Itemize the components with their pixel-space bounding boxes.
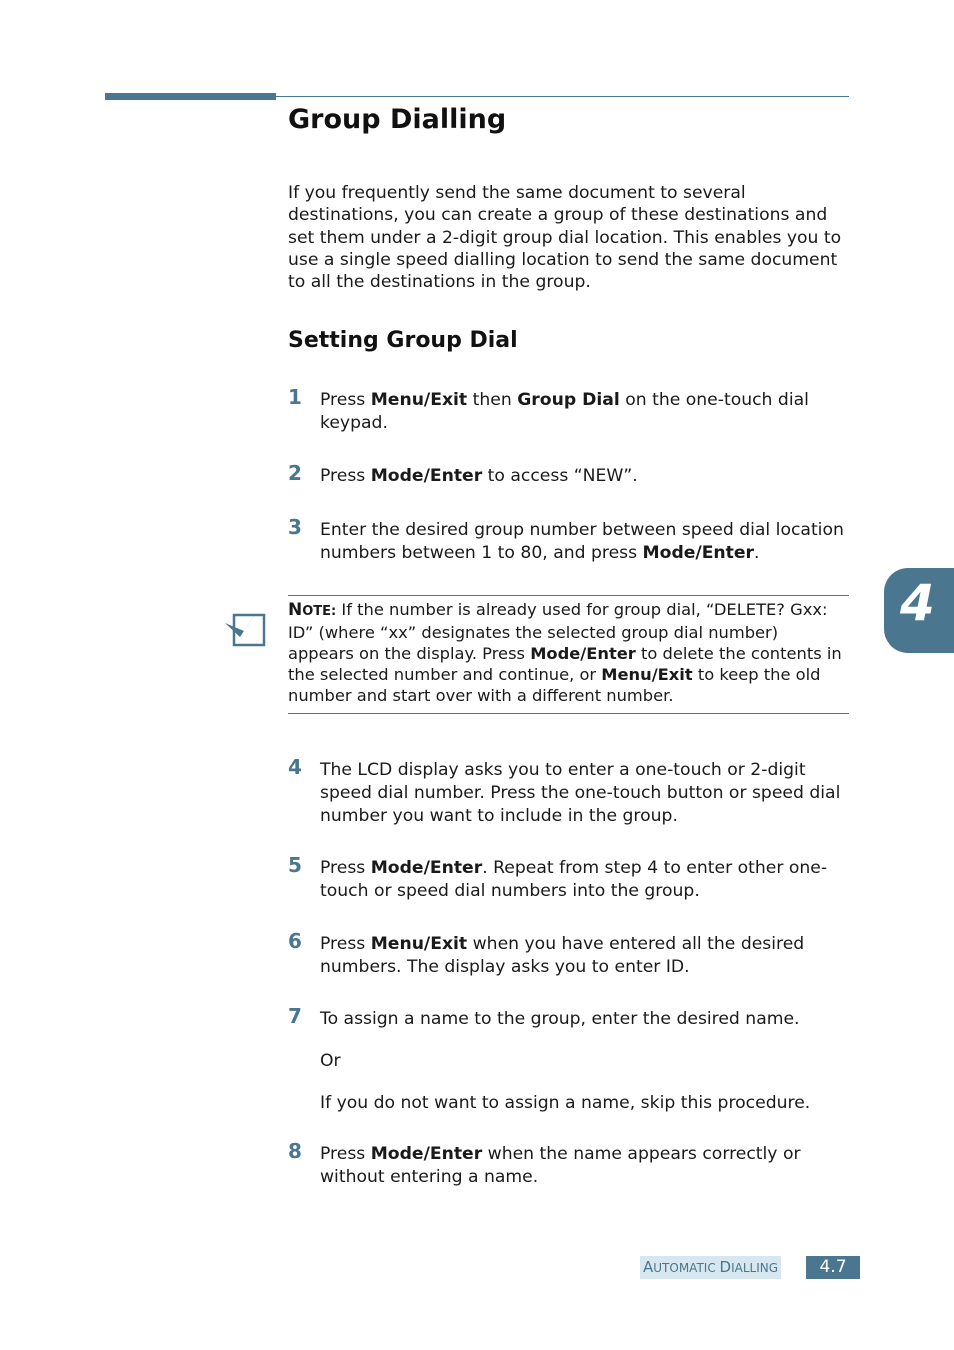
footer-section-label <box>640 1256 781 1279</box>
step-number: 4 <box>288 755 302 779</box>
note-rule-top <box>288 595 849 596</box>
step-text <box>320 933 858 979</box>
header-rule-thin <box>276 96 849 97</box>
key-name: Group Dial <box>517 390 620 410</box>
text-run: Press <box>320 466 371 486</box>
step-number: 5 <box>288 853 302 877</box>
step-text <box>320 759 858 828</box>
text-run: when you have entered all the desired numbers. The display asks you to enter ID. <box>320 934 805 977</box>
key-name: Mode/Enter <box>530 644 636 663</box>
text-run: . Repeat from step 4 to enter other one-touch or speed dial numbers into the group. <box>320 858 828 901</box>
step-number: 7 <box>288 1004 302 1028</box>
text-run: To assign a name to the group, enter the desired name. <box>320 1009 800 1029</box>
step-text <box>320 857 858 903</box>
key-name: Mode/Enter <box>370 1144 483 1164</box>
text-run: to delete the contents in the selected number and continue, or <box>288 644 842 684</box>
page-title: Group Dialling <box>288 104 507 135</box>
step-text <box>320 1008 858 1031</box>
text-run: Press <box>320 390 371 410</box>
note-rule-bottom <box>288 713 849 714</box>
text-run: when the name appears correctly or without entering a name. <box>320 1144 801 1187</box>
text-run: on the one-touch dial keypad. <box>320 390 809 433</box>
note-label <box>288 600 336 619</box>
step-alternative: If you do not want to assign a name, skip this procedure. <box>320 1093 811 1113</box>
chapter-tab <box>884 568 954 653</box>
text-run: Press <box>320 934 371 954</box>
text-run: IALLING <box>731 1261 779 1275</box>
step-or: Or <box>320 1051 341 1071</box>
key-name: Mode/Enter <box>370 466 483 486</box>
text-run: . <box>754 543 760 563</box>
text-run: UTOMATIC <box>653 1261 720 1275</box>
step-text <box>320 1143 858 1189</box>
text-run: If the number is already used for group dial, “DELETE? Gxx: ID” (where “xx” designates the selected group dial number) appears on the display. Press <box>288 600 828 663</box>
step-2 <box>288 461 858 488</box>
step-number: 6 <box>288 929 302 953</box>
step-number: 1 <box>288 385 302 409</box>
step-number: 8 <box>288 1139 302 1163</box>
key-name: Menu/Exit <box>601 665 693 684</box>
text-run: Press <box>320 858 371 878</box>
step-8 <box>288 1139 858 1189</box>
text-run: Enter the desired group number between speed dial location numbers between 1 to 80, and press <box>320 520 844 563</box>
step-3 <box>288 515 858 565</box>
text-run: A <box>643 1258 654 1276</box>
text-run: to keep the old number and start over with a different number. <box>288 665 821 705</box>
text-run: Press <box>320 1144 371 1164</box>
step-number: 2 <box>288 461 302 485</box>
chapter-number: 4 <box>900 574 935 632</box>
step-1 <box>288 385 858 435</box>
intro-paragraph: If you frequently send the same document to several destinations, you can create a group of these destinations and set them under a 2-digit group dial location. This enables you to use a single speed dialling location to send the same document to all the destinations in the group. <box>288 183 842 293</box>
step-6 <box>288 929 858 979</box>
checkmark-note-icon <box>222 585 276 651</box>
page-number: 4.7 <box>806 1256 860 1279</box>
text-run: to access “NEW”. <box>482 466 638 486</box>
key-name: Mode/Enter <box>642 543 755 563</box>
key-name: Mode/Enter <box>370 858 483 878</box>
step-4 <box>288 755 858 828</box>
text-run: then <box>467 390 518 410</box>
step-text <box>320 465 858 488</box>
section-title: Setting Group Dial <box>288 328 518 353</box>
header-rule-thick <box>105 93 276 100</box>
text-run: The LCD display asks you to enter a one-touch or 2-digit speed dial number. Press the one-touch button or speed dial number you want to include in the group. <box>320 760 841 826</box>
note-label-initial: N <box>288 600 303 620</box>
text-run: D <box>719 1258 732 1276</box>
key-name: Menu/Exit <box>370 390 468 410</box>
note-label-rest: OTE: <box>302 604 337 619</box>
step-5 <box>288 853 858 903</box>
step-7 <box>288 1004 858 1115</box>
note-box <box>288 599 849 706</box>
step-number: 3 <box>288 515 302 539</box>
step-text <box>320 389 858 435</box>
step-text <box>320 519 858 565</box>
key-name: Menu/Exit <box>370 934 468 954</box>
